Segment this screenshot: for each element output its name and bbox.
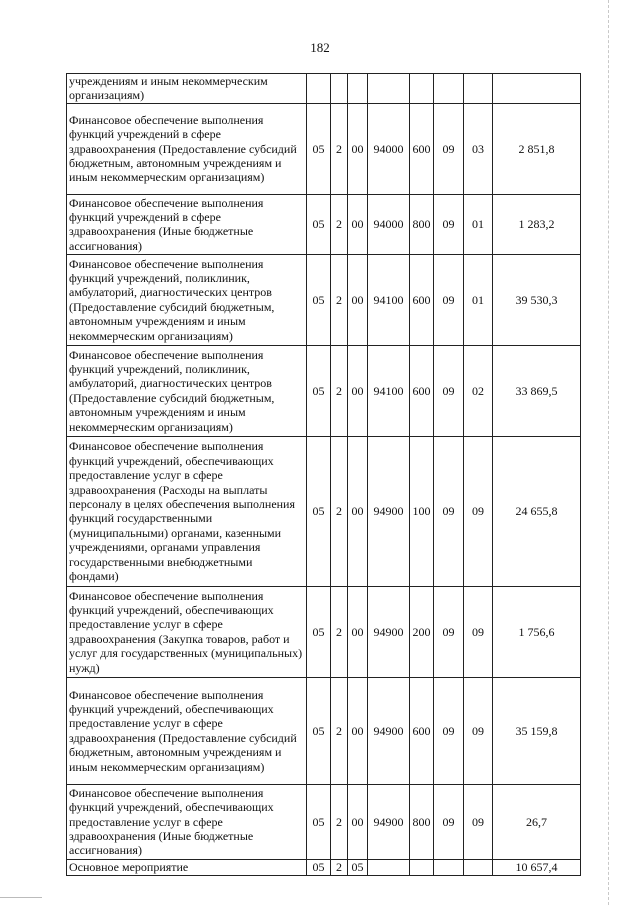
event-code: 00 <box>348 436 368 586</box>
row-amount: 24 655,8 <box>493 436 581 586</box>
row-description: Финансовое обеспечение выполнения функций учреждений, обеспечивающих предоставление услуг в сфере здравоохранения (Предоставление субсидий бюджетным, автономным учреждениям и иным некоммерческим организациям) <box>67 677 307 784</box>
expense-type-code: 800 <box>410 194 434 254</box>
subsection-code: 09 <box>464 784 493 859</box>
event-code: 05 <box>348 859 368 875</box>
subprogram-code <box>331 74 348 104</box>
subprogram-code: 2 <box>331 103 348 194</box>
event-code: 00 <box>348 677 368 784</box>
row-description: Финансовое обеспечение выполнения функций учреждений, поликлиник, амбулаторий, диагностических центров (Предоставление субсидий бюджетным, автономным учреждениям и иным некоммерческим организациям) <box>67 345 307 436</box>
program-code: 05 <box>307 254 331 345</box>
subsection-code: 02 <box>464 345 493 436</box>
expense-type-code: 600 <box>410 103 434 194</box>
row-amount: 10 657,4 <box>493 859 581 875</box>
event-code: 00 <box>348 103 368 194</box>
row-description: Финансовое обеспечение выполнения функций учреждений, обеспечивающих предоставление услуг в сфере здравоохранения (Иные бюджетные ассигнования) <box>67 784 307 859</box>
row-amount: 1 283,2 <box>493 194 581 254</box>
subprogram-code: 2 <box>331 194 348 254</box>
direction-code: 94100 <box>368 345 410 436</box>
program-code <box>307 74 331 104</box>
table-row <box>67 194 581 254</box>
subprogram-code: 2 <box>331 784 348 859</box>
event-code: 00 <box>348 586 368 677</box>
direction-code: 94000 <box>368 103 410 194</box>
expense-type-code <box>410 74 434 104</box>
program-code: 05 <box>307 345 331 436</box>
subsection-code: 01 <box>464 254 493 345</box>
row-description: Финансовое обеспечение выполнения функций учреждений, обеспечивающих предоставление услуг в сфере здравоохранения (Закупка товаров, работ и услуг для государственных (муниципальных) нужд) <box>67 586 307 677</box>
direction-code: 94900 <box>368 436 410 586</box>
table-row <box>67 103 581 194</box>
row-description: Основное мероприятие <box>67 859 307 875</box>
row-amount: 1 756,6 <box>493 586 581 677</box>
section-code: 09 <box>434 436 464 586</box>
row-amount: 39 530,3 <box>493 254 581 345</box>
budget-table-body <box>67 74 581 876</box>
direction-code <box>368 859 410 875</box>
subsection-code <box>464 859 493 875</box>
program-code: 05 <box>307 436 331 586</box>
page-number: 182 <box>310 40 330 55</box>
direction-code: 94100 <box>368 254 410 345</box>
program-code: 05 <box>307 784 331 859</box>
program-code: 05 <box>307 103 331 194</box>
expense-type-code: 600 <box>410 254 434 345</box>
table-row <box>67 784 581 859</box>
row-description: Финансовое обеспечение выполнения функций учреждений, обеспечивающих предоставление услуг в сфере здравоохранения (Расходы на выплаты персоналу в целях обеспечения выполнения функций государственными (муниципальными) органами, казенными учреждениями, органами управления государственными внебюджетными фондами) <box>67 436 307 586</box>
row-description: Финансовое обеспечение выполнения функций учреждений, поликлиник, амбулаторий, диагностических центров (Предоставление субсидий бюджетным, автономным учреждениям и иным некоммерческим организациям) <box>67 254 307 345</box>
section-code: 09 <box>434 194 464 254</box>
event-code: 00 <box>348 784 368 859</box>
subprogram-code: 2 <box>331 586 348 677</box>
subprogram-code: 2 <box>331 436 348 586</box>
subprogram-code: 2 <box>331 859 348 875</box>
section-code: 09 <box>434 784 464 859</box>
subsection-code: 03 <box>464 103 493 194</box>
expense-type-code <box>410 859 434 875</box>
row-amount <box>493 74 581 104</box>
subsection-code: 01 <box>464 194 493 254</box>
table-row <box>67 254 581 345</box>
row-description: Финансовое обеспечение выполнения функций учреждений в сфере здравоохранения (Предоставление субсидий бюджетным, автономным учреждениям и иным некоммерческим организациям) <box>67 103 307 194</box>
expense-type-code: 600 <box>410 677 434 784</box>
row-amount: 2 851,8 <box>493 103 581 194</box>
page-edge-line <box>608 0 609 905</box>
section-code: 09 <box>434 677 464 784</box>
table-row <box>67 74 581 104</box>
event-code: 00 <box>348 194 368 254</box>
event-code: 00 <box>348 254 368 345</box>
direction-code <box>368 74 410 104</box>
budget-table <box>66 73 581 876</box>
direction-code: 94000 <box>368 194 410 254</box>
row-description: учреждениям и иным некоммерческим организациям) <box>67 74 307 104</box>
subsection-code <box>464 74 493 104</box>
row-description: Финансовое обеспечение выполнения функций учреждений в сфере здравоохранения (Иные бюджетные ассигнования) <box>67 194 307 254</box>
event-code <box>348 74 368 104</box>
row-amount: 35 159,8 <box>493 677 581 784</box>
table-row <box>67 345 581 436</box>
table-row <box>67 677 581 784</box>
section-code: 09 <box>434 103 464 194</box>
subsection-code: 09 <box>464 436 493 586</box>
row-amount: 26,7 <box>493 784 581 859</box>
section-code: 09 <box>434 586 464 677</box>
program-code: 05 <box>307 194 331 254</box>
program-code: 05 <box>307 859 331 875</box>
direction-code: 94900 <box>368 784 410 859</box>
section-code: 09 <box>434 254 464 345</box>
scan-corner-mark <box>0 897 42 898</box>
expense-type-code: 100 <box>410 436 434 586</box>
row-amount: 33 869,5 <box>493 345 581 436</box>
expense-type-code: 800 <box>410 784 434 859</box>
expense-type-code: 200 <box>410 586 434 677</box>
section-code: 09 <box>434 345 464 436</box>
table-row <box>67 859 581 875</box>
subprogram-code: 2 <box>331 254 348 345</box>
direction-code: 94900 <box>368 677 410 784</box>
expense-type-code: 600 <box>410 345 434 436</box>
program-code: 05 <box>307 677 331 784</box>
section-code <box>434 74 464 104</box>
table-row <box>67 586 581 677</box>
event-code: 00 <box>348 345 368 436</box>
subprogram-code: 2 <box>331 677 348 784</box>
direction-code: 94900 <box>368 586 410 677</box>
program-code: 05 <box>307 586 331 677</box>
table-row <box>67 436 581 586</box>
subsection-code: 09 <box>464 677 493 784</box>
section-code <box>434 859 464 875</box>
subsection-code: 09 <box>464 586 493 677</box>
subprogram-code: 2 <box>331 345 348 436</box>
